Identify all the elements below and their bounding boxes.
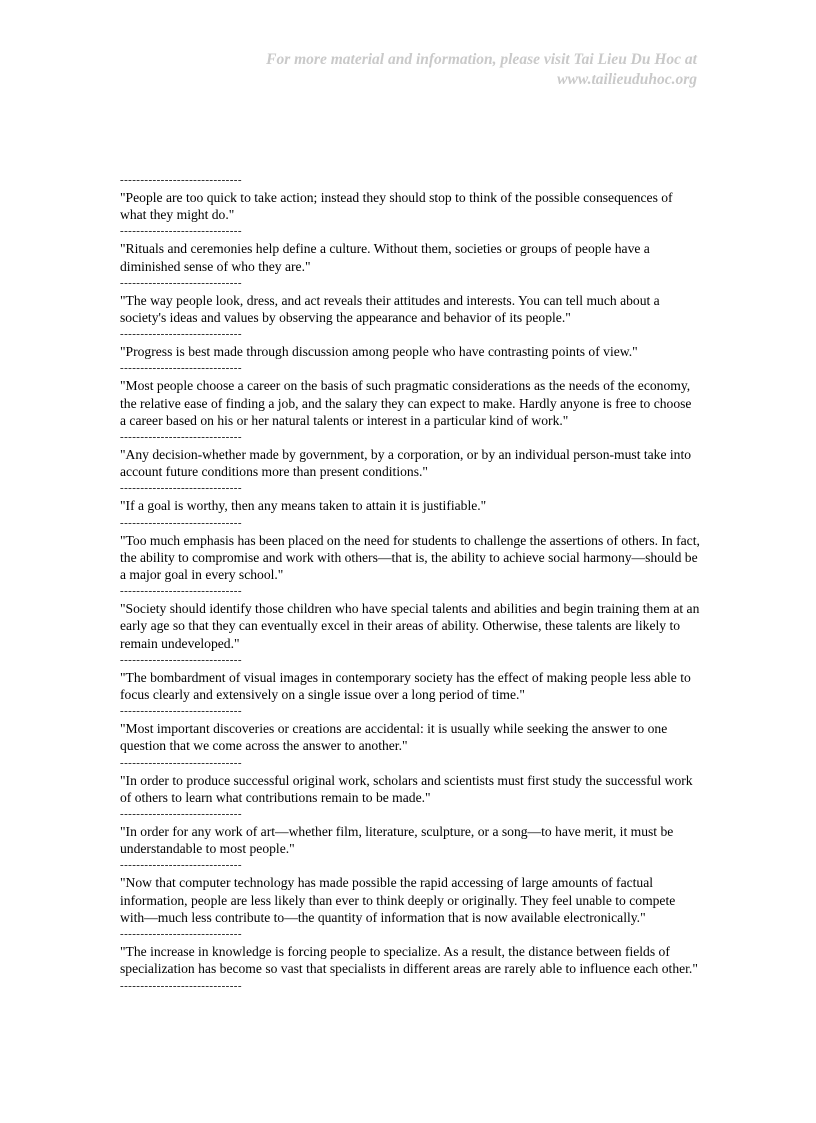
separator: ------------------------------ [120,585,242,598]
watermark [266,50,697,90]
separator: ------------------------------ [120,756,242,769]
separator: ------------------------------ [120,928,242,941]
quote: "The way people look, dress, and act reveals their attitudes and interests. You can tell much about a society's ideas and values by observing the appearance and behavior of its people." [120,292,660,326]
quote: "Now that computer technology has made possible the rapid accessing of large amounts of factual information, people are less likely than ever to think deeply or originally. They feel unable to compete with—much less contribute to—the quantity of information that is now available electronically." [120,875,676,925]
separator: ------------------------------ [120,328,242,341]
separator: ------------------------------ [120,653,242,666]
quote: "In order for any work of art—whether film, literature, sculpture, or a song—to have merit, it must be understandable to most people." [120,824,674,857]
watermark-url: www.tailieuduhoc.org [557,71,697,88]
quote: "Most people choose a career on the basis of such pragmatic considerations as the needs of the economy, the relative ease of finding a job, and the salary they can expect to make. Hardly anyone is free to choose a career based on his or her natural talents or interest in a particular kind of work." [120,378,692,428]
watermark-line-1: For more material and information, please visit Tai Lieu Du Hoc at [266,51,697,68]
quote: "Society should identify those children who have special talents and abilities and begin training them at an early age so that they can eventually excel in their areas of ability. Otherwise, these talents are likely to remain undeveloped." [120,601,700,651]
separator: ------------------------------ [120,362,242,375]
separator: ------------------------------ [120,482,242,495]
quote: "Rituals and ceremonies help define a culture. Without them, societies or groups of people have a diminished sense of who they are." [120,241,650,274]
separator: ------------------------------ [120,225,242,238]
quote: "If a goal is worthy, then any means taken to attain it is justifiable." [120,498,487,514]
quote: "Too much emphasis has been placed on the need for students to challenge the assertions of others. In fact, the ability to compromise and work with others—that is, the ability to achieve social harmony—should be a major goal in every school." [120,532,700,583]
quote: "In order to produce successful original work, scholars and scientists must first study the successful work of others to learn what contributions remain to be made." [120,772,693,805]
separator: ------------------------------ [120,979,242,992]
separator: ------------------------------ [120,431,242,444]
quote: "The bombardment of visual images in contemporary society has the effect of making people less able to focus clearly and extensively on a single issue over a long period of time." [120,669,691,703]
quote: "People are too quick to take action; instead they should stop to think of the possible consequences of what they might do." [120,190,673,223]
separator: ------------------------------ [120,705,242,718]
quote: "Progress is best made through discussion among people who have contrasting points of view." [120,344,638,360]
quote: "Most important discoveries or creations are accidental: it is usually while seeking the answer to one question that we come across the answer to another." [120,721,668,754]
quote: "The increase in knowledge is forcing people to specialize. As a result, the distance between fields of specialization has become so vast that specialists in different areas are rarely able to influence each other." [120,944,698,977]
separator: ------------------------------ [120,276,242,289]
separator: ------------------------------ [120,174,242,186]
quote: "Any decision-whether made by government, by a corporation, or by an individual person-must take into account future conditions more than present conditions." [120,447,692,480]
separator: ------------------------------ [120,516,242,529]
separator: ------------------------------ [120,808,242,821]
separator: ------------------------------ [120,859,242,872]
quote-list [120,172,700,995]
